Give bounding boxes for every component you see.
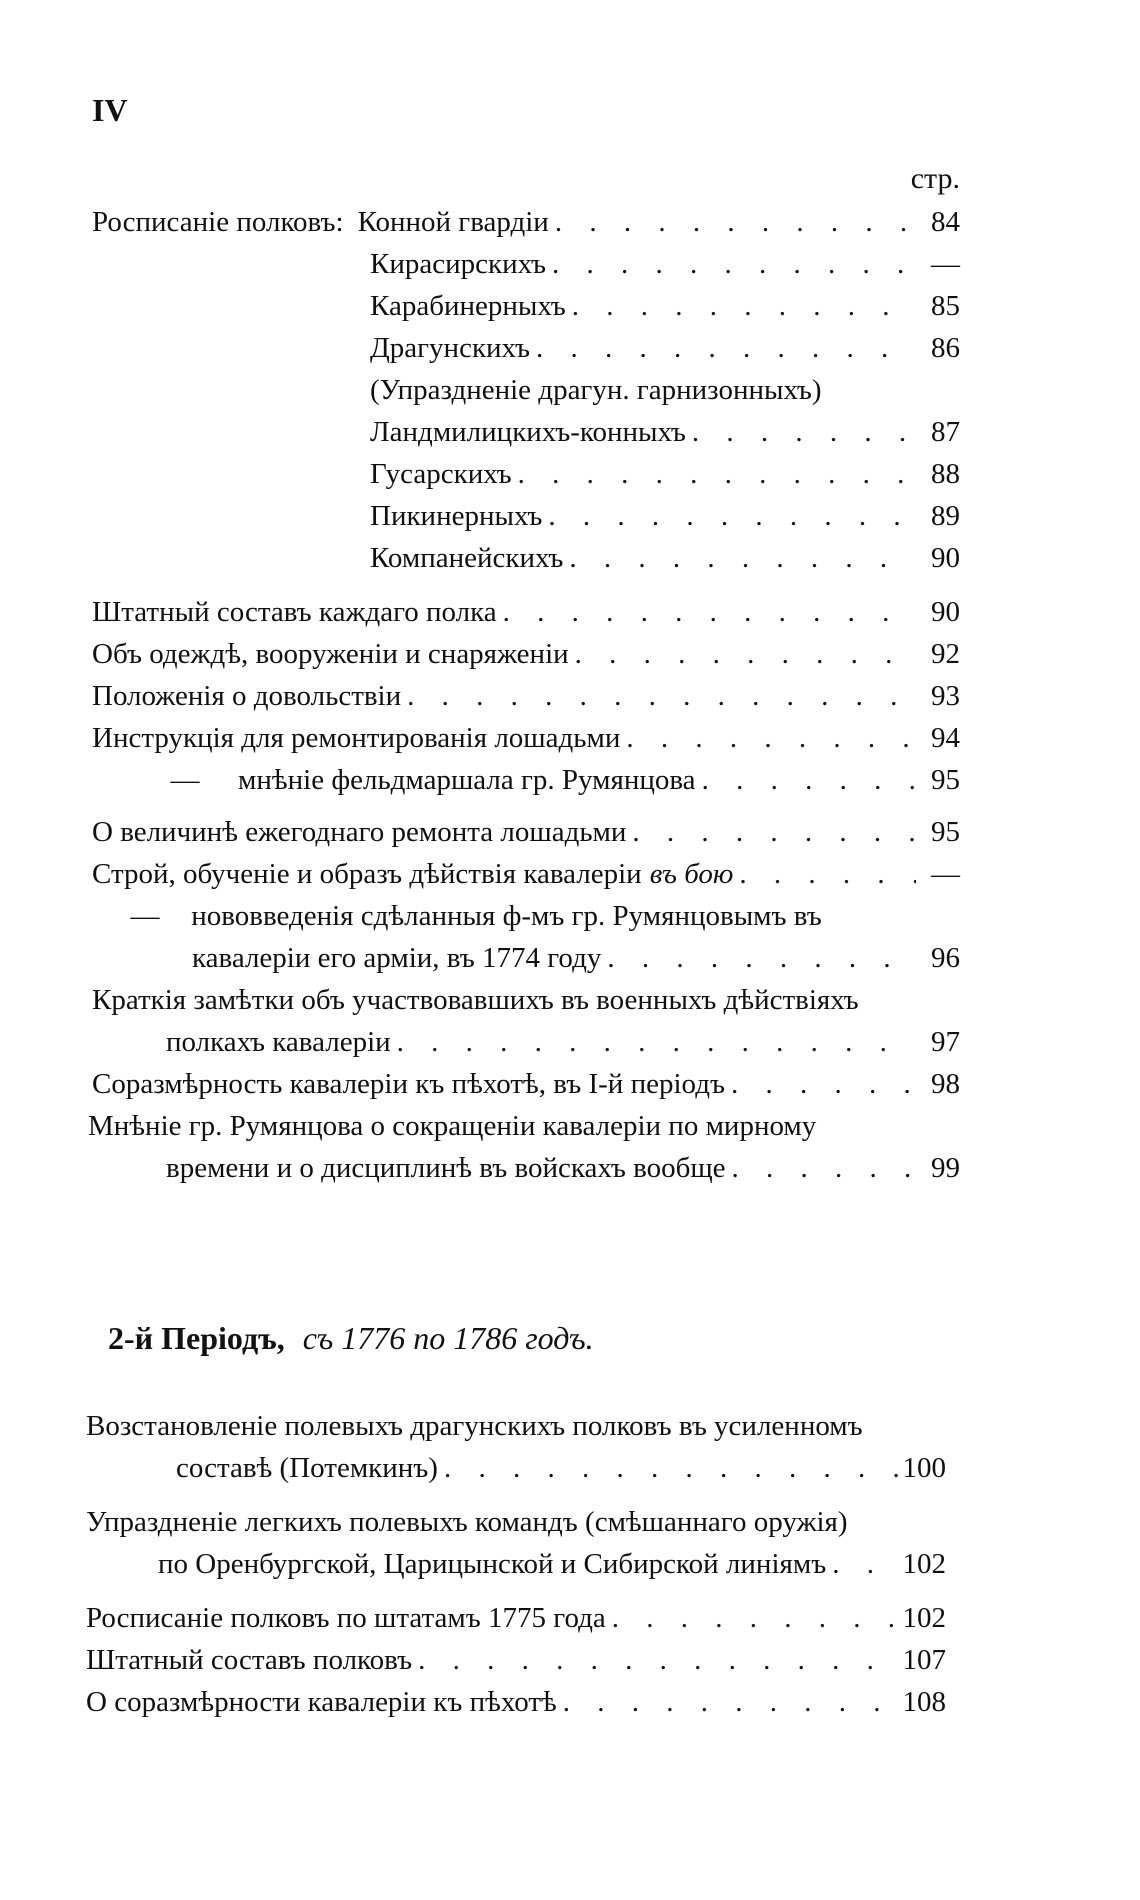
toc-entry-label: мнѣніе фельдмаршала гр. Румянцова (238, 764, 696, 796)
section-heading-range: съ 1776 по 1786 годъ. (302, 1320, 594, 1356)
toc-entry-label: О величинѣ ежегоднаго ремонта лошадьми (92, 816, 627, 848)
toc-page-number: — (931, 858, 960, 890)
toc-entry-label-cont: времени и о дисциплинѣ въ войскахъ вообще (166, 1152, 726, 1184)
leader-dots (563, 538, 916, 578)
leader-dots (726, 1148, 916, 1188)
leader-dots (826, 1544, 902, 1584)
toc-entry (92, 854, 960, 894)
toc-entry (166, 1022, 960, 1062)
toc-entry-label-cont: полкахъ кавалеріи (166, 1026, 391, 1058)
ditto-dash: — (170, 764, 200, 796)
toc-page-number: 102 (902, 1602, 946, 1634)
leader-dots (566, 286, 916, 326)
toc-page-number: 100 (902, 1452, 946, 1484)
toc-entry (92, 1064, 960, 1104)
toc-page-number: 102 (902, 1548, 946, 1580)
toc-page-number: 86 (931, 332, 960, 364)
toc-page-number: 107 (902, 1644, 946, 1676)
toc-entry-label-cont: кавалеріи его арміи, въ 1774 году (192, 942, 602, 974)
toc-page-number: 99 (931, 1152, 960, 1184)
toc-entry (92, 202, 960, 242)
toc-entry (86, 1640, 946, 1680)
leader-dots (725, 1064, 916, 1104)
toc-entry-label: Соразмѣрность кавалеріи къ пѣхотѣ, въ I-й періодъ (92, 1068, 725, 1100)
toc-entry-label: Штатный составъ каждаго полка (92, 596, 497, 628)
leader-dots (412, 1640, 902, 1680)
toc-entry-label: Компанейскихъ (370, 542, 564, 574)
toc-entry-label: Конной гвардіи (357, 206, 549, 238)
toc-entry (86, 1598, 946, 1638)
ditto-dash: — (130, 900, 160, 932)
section-heading-label: 2-й Періодъ, (108, 1320, 285, 1356)
toc-entry-intro: Росписаніе полковъ: (92, 206, 344, 238)
toc-entry-label: Драгунскихъ (370, 332, 530, 364)
toc-entry (370, 244, 960, 284)
toc-entry-label: Положенія о довольствіи (92, 680, 402, 712)
leader-dots (569, 634, 916, 674)
leader-dots (530, 328, 916, 368)
toc-page-number: 95 (931, 816, 960, 848)
toc-page-number: 89 (931, 500, 960, 532)
toc-entry-label-cont: по Оренбургской, Царицынской и Сибирской линіямъ (158, 1548, 827, 1580)
toc-page-number: — (931, 248, 960, 280)
toc-page-number: 93 (931, 680, 960, 712)
leader-dots (620, 718, 916, 758)
leader-dots (606, 1598, 902, 1638)
toc-entry-label: Гусарскихъ (370, 458, 512, 490)
toc-entry-label-cont: составѣ (Потемкинъ) (176, 1452, 438, 1484)
toc-entry (176, 1448, 946, 1488)
toc-entry-label-italic: въ бою (649, 858, 734, 890)
toc-entry (150, 760, 960, 800)
toc-entry-label: Объ одеждѣ, вооруженіи и снаряженіи (92, 638, 569, 670)
toc-entry (370, 412, 960, 452)
toc-page-number: 96 (931, 942, 960, 974)
toc-entry (370, 496, 960, 536)
toc-entry (158, 1544, 946, 1584)
toc-page-number: 90 (931, 542, 960, 574)
toc-entry-label: Пикинерныхъ (370, 500, 543, 532)
toc-entry-line (110, 896, 822, 936)
toc-entry (92, 718, 960, 758)
toc-page-number: 88 (931, 458, 960, 490)
toc-page-number: 87 (931, 416, 960, 448)
toc-entry (192, 938, 960, 978)
leader-dots (401, 676, 916, 716)
toc-note: (Упраздненіе драгун. гарнизонныхъ) (370, 374, 822, 406)
leader-dots (601, 938, 916, 978)
leader-dots (733, 854, 916, 894)
toc-entry-label: Мнѣніе гр. Румянцова о сокращеніи кавалеріи по мирному (88, 1110, 817, 1142)
toc-entry-label: Карабинерныхъ (370, 290, 566, 322)
toc-entry-label: Упраздненіе легкихъ полевыхъ командъ (смѣшаннаго оружія) (86, 1506, 848, 1538)
toc-page-number: 85 (931, 290, 960, 322)
leader-dots (626, 812, 916, 852)
leader-dots (557, 1682, 902, 1722)
leader-dots (512, 454, 916, 494)
leader-dots (686, 412, 916, 452)
toc-page-number: 108 (902, 1686, 946, 1718)
section-heading (108, 1320, 594, 1357)
toc-entry (370, 454, 960, 494)
toc-page-number: 84 (931, 206, 960, 238)
toc-entry (92, 812, 960, 852)
leader-dots (549, 202, 916, 242)
toc-entry-label: Штатный составъ полковъ (86, 1644, 413, 1676)
toc-entry (166, 1148, 960, 1188)
toc-entry-label: Возстановленіе полевыхъ драгунскихъ полковъ въ усиленномъ (86, 1410, 863, 1442)
toc-entry (92, 592, 960, 632)
toc-entry-label: нововведенія сдѣланныя ф-мъ гр. Румянцовымъ въ (191, 900, 822, 932)
leader-dots (546, 244, 916, 284)
toc-entry-label: О соразмѣрности кавалеріи къ пѣхотѣ (86, 1686, 557, 1718)
leader-dots (542, 496, 916, 536)
toc-page-number: 98 (931, 1068, 960, 1100)
toc-entry-label: Инструкція для ремонтированія лошадьми (92, 722, 621, 754)
toc-page-number: 90 (931, 596, 960, 628)
leader-dots (438, 1448, 902, 1488)
toc-entry-label: Кирасирскихъ (370, 248, 546, 280)
leader-dots (391, 1022, 916, 1062)
leader-dots (497, 592, 916, 632)
page-number: IV (92, 92, 128, 128)
toc-entry (370, 328, 960, 368)
toc-page-number: 97 (931, 1026, 960, 1058)
toc-entry (370, 286, 960, 326)
toc-entry (92, 634, 960, 674)
toc-entry-label: Росписаніе полковъ по штатамъ 1775 года (86, 1602, 606, 1634)
page-column-header: стр. (910, 162, 960, 195)
toc-entry-label: Ландмилицкихъ-конныхъ (370, 416, 686, 448)
leader-dots (696, 760, 916, 800)
toc-page-number: 94 (931, 722, 960, 754)
toc-entry (86, 1682, 946, 1722)
toc-entry-label: Краткія замѣтки объ участвовавшихъ въ военныхъ дѣйствіяхъ (92, 984, 859, 1016)
toc-page-number: 95 (931, 764, 960, 796)
toc-entry (370, 538, 960, 578)
toc-entry-label: Строй, обученіе и образъ дѣйствія кавалеріи (92, 858, 642, 890)
toc-entry (92, 676, 960, 716)
toc-page-number: 92 (931, 638, 960, 670)
